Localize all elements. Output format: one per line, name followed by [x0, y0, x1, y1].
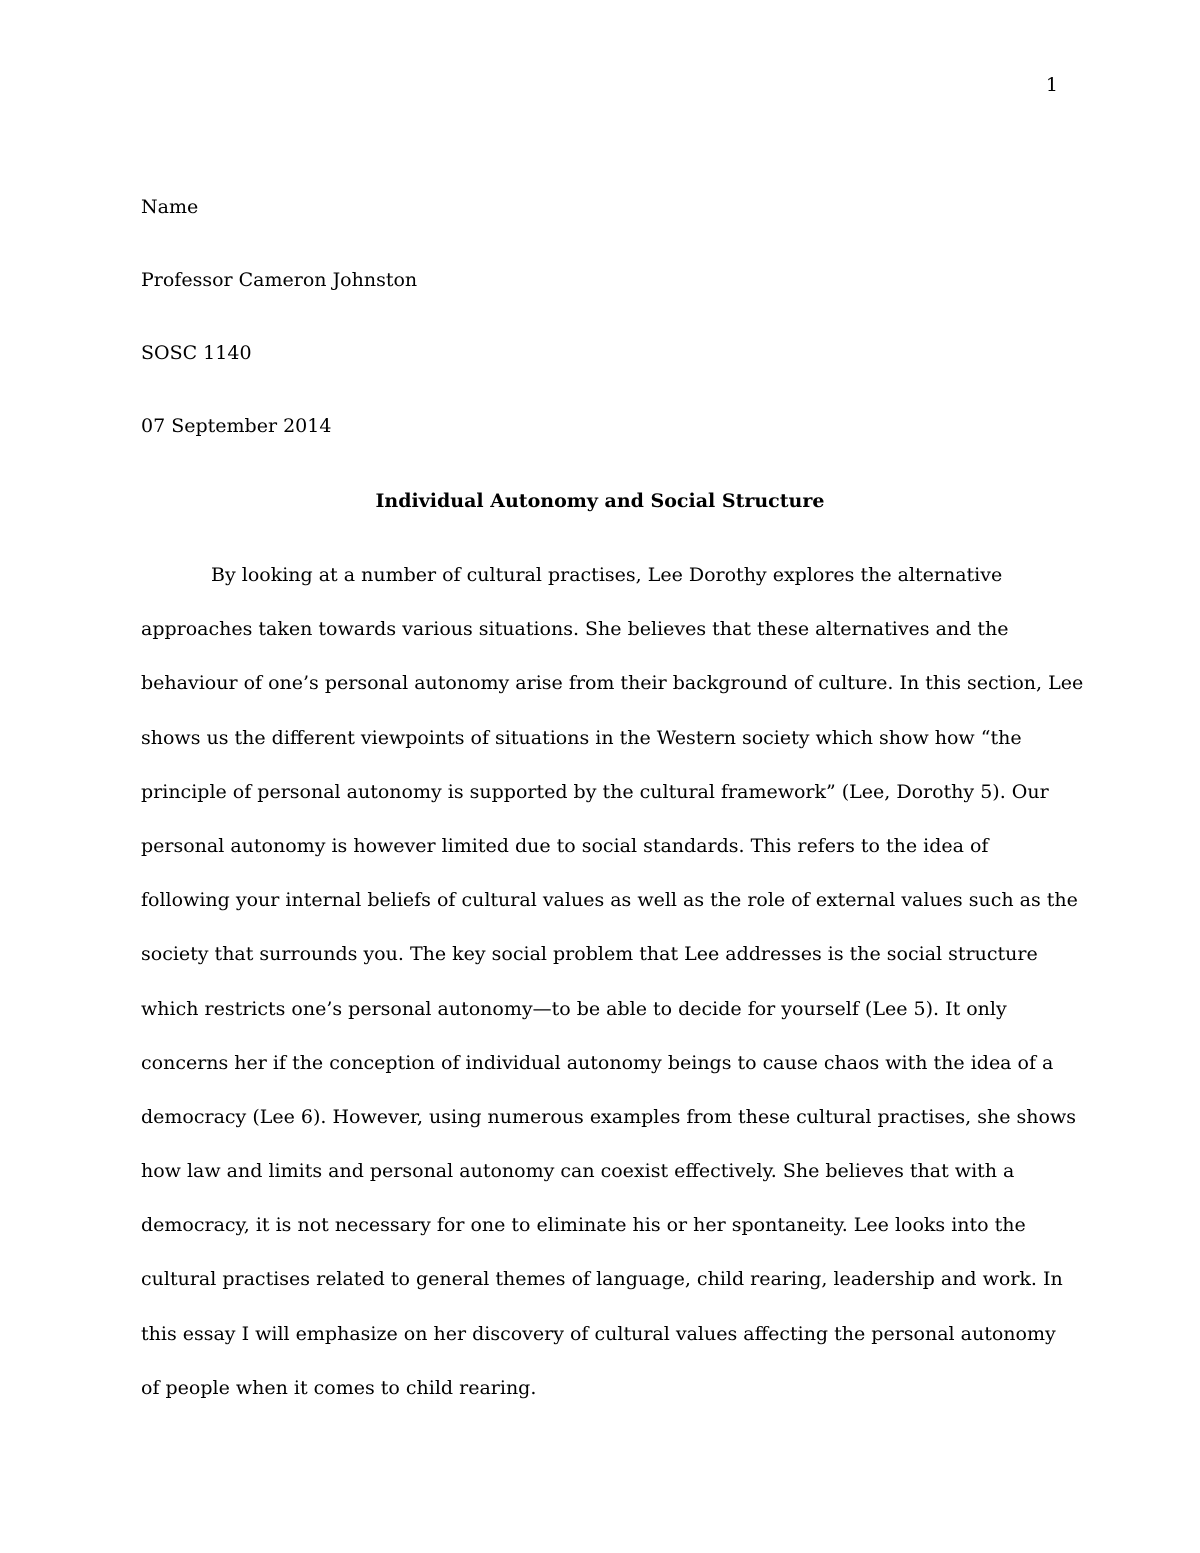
essay-title: Individual Autonomy and Social Structure	[375, 490, 825, 512]
paragraph-line: approaches taken towards various situations. She believes that these alternatives and the	[141, 618, 1009, 641]
essay-paragraph	[141, 558, 1084, 1425]
paragraph-line: shows us the different viewpoints of situations in the Western society which show how “the	[141, 726, 1022, 749]
paragraph-line: which restricts one’s personal autonomy—to be able to decide for yourself (Lee 5). It only	[141, 997, 1007, 1020]
paragraph-line: behaviour of one’s personal autonomy arise from their background of culture. In this section, Lee	[141, 672, 1084, 695]
paragraph-line: concerns her if the conception of individual autonomy beings to cause chaos with the idea of a	[141, 1051, 1054, 1074]
student-name: Name	[141, 196, 199, 218]
paragraph-line: personal autonomy is however limited due to social standards. This refers to the idea of	[141, 834, 989, 857]
paragraph-line: this essay I will emphasize on her discovery of cultural values affecting the personal autonomy	[141, 1322, 1056, 1345]
paragraph-line: of people when it comes to child rearing.	[141, 1376, 537, 1399]
paragraph-line: democracy (Lee 6). However, using numerous examples from these cultural practises, she shows	[141, 1105, 1076, 1128]
paragraph-line: how law and limits and personal autonomy can coexist effectively. She believes that with a	[141, 1160, 1015, 1183]
paragraph-line: By looking at a number of cultural practises, Lee Dorothy explores the alternative	[211, 564, 1003, 586]
professor-name: Professor Cameron Johnston	[141, 269, 418, 291]
course-code: SOSC 1140	[141, 342, 252, 364]
essay-header	[141, 190, 1059, 482]
paragraph-line: principle of personal autonomy is supported by the cultural framework” (Lee, Dorothy 5). Our	[141, 780, 1049, 803]
paragraph-line: cultural practises related to general themes of language, child rearing, leadership and work. In	[141, 1268, 1063, 1291]
page-number: 1	[1045, 74, 1058, 96]
essay-date: 07 September 2014	[141, 415, 332, 437]
paragraph-line: following your internal beliefs of cultural values as well as the role of external values such as the	[141, 889, 1078, 912]
paragraph-line: democracy, it is not necessary for one to eliminate his or her spontaneity. Lee looks into the	[141, 1214, 1026, 1237]
paragraph-line: society that surrounds you. The key social problem that Lee addresses is the social structure	[141, 943, 1038, 966]
